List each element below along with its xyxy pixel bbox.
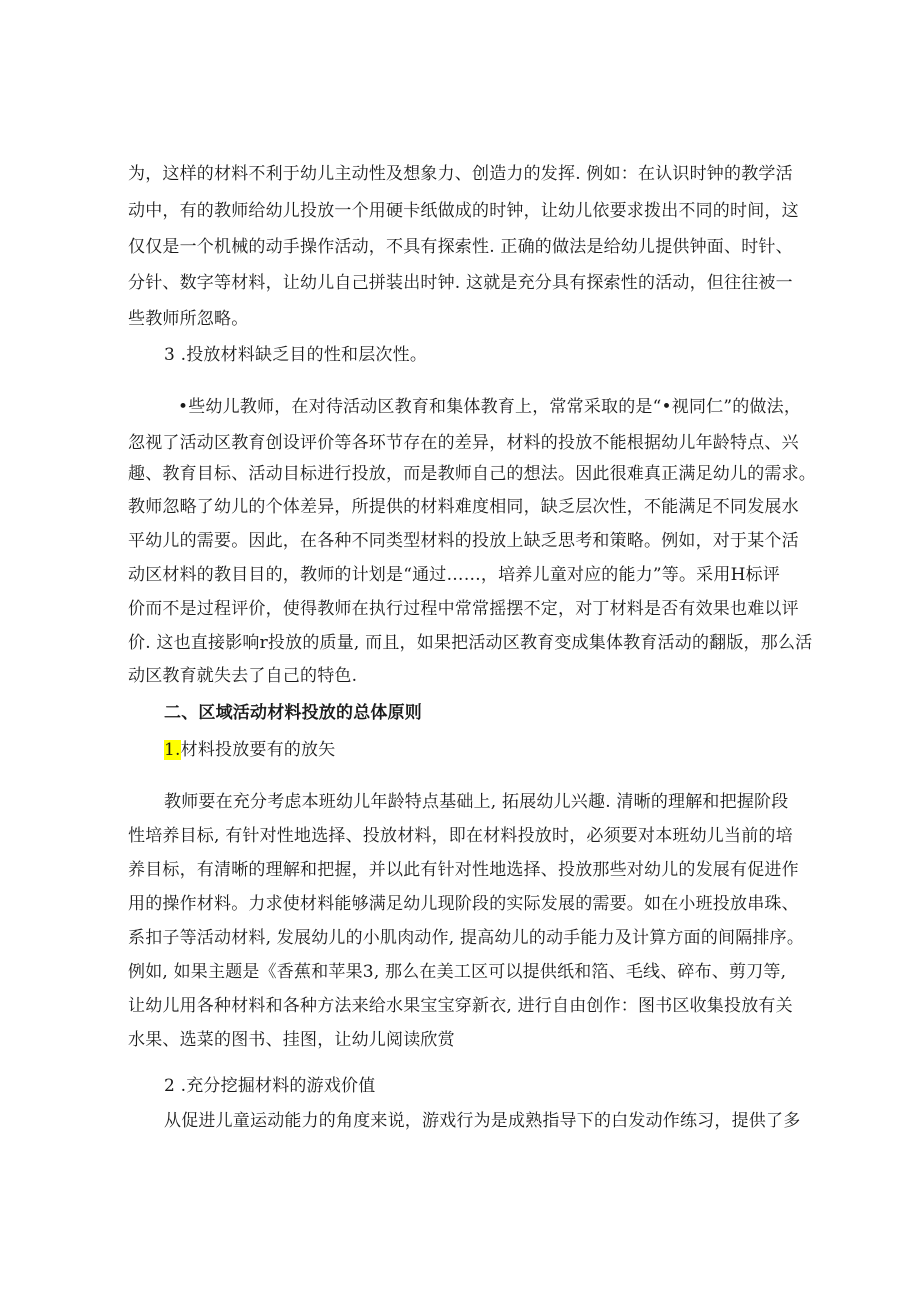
paragraph-line: 性培养目标, 有针对性地选择、投放材料，即在材料投放时，必须要对本班幼儿当前的培 [128, 826, 793, 846]
paragraph-line: 平幼儿的需要。因此，在各种不同类型材料的投放上缺乏思考和策略。例如，对于某个活 [128, 531, 799, 551]
paragraph-line: 动中，有的教师给幼儿投放一个用硬卡纸做成的时钟，让幼儿依要求拨出不同的时间，这 [128, 201, 799, 221]
paragraph-line: 仅仅是一个机械的动手操作活动，不具有探索性. 正确的做法是给幼儿提供钟面、时针、 [128, 237, 793, 257]
paragraph-line: 价而不是过程评价，使得教师在执行过程中常常摇摆不定，对丁材料是否有效果也难以评 [128, 599, 799, 619]
paragraph-line: 养目标，有清晰的理解和把握，并以此有针对性地选择、投放那些对幼儿的发展有促进作 [128, 860, 799, 880]
paragraph-line: 动区教育就失去了自己的特色. [128, 666, 358, 686]
paragraph-line: 从促进儿童运动能力的角度来说，游戏行为是成熟指导下的白发动作练习，提供了多 [164, 1111, 801, 1131]
paragraph-line: 忽视了活动区教育创设评价等各环节存在的差异，材料的投放不能根据幼儿年龄特点、兴 [128, 433, 799, 453]
paragraph-line: 用的操作材料。力求使材料能够满足幼儿现阶段的实际发展的需要。如在小班投放串珠、 [128, 894, 799, 914]
item-1-title [164, 739, 335, 761]
paragraph-line: 系扣子等活动材料, 发展幼儿的小肌肉动作, 提高幼儿的动手能力及计算方面的间隔排序。 [128, 928, 805, 948]
item-1-number: 1. [164, 740, 181, 760]
paragraph-line: 些教师所忽略。 [128, 309, 249, 329]
item-3-title: 3 .投放材料缺乏目的性和层次性。 [164, 345, 428, 365]
paragraph-line: 为，这样的材料不利于幼儿主动性及想象力、创造力的发挥. 例如：在认识时钟的教学活 [128, 164, 793, 184]
paragraph-line: 动区材料的教目目的，教师的计划是“通过……，培养儿童对应的能力”等。采用H标评 [128, 565, 781, 585]
paragraph-line: 教师忽略了幼儿的个体差异，所提供的材料难度相同，缺乏层次性，不能满足不同发展水 [128, 497, 799, 517]
paragraph-line: 分针、数字等材料，让幼儿自己拼装出时钟. 这就是充分具有探索性的活动，但往往被一 [128, 273, 793, 293]
paragraph-line: •些幼儿教师，在对待活动区教育和集体教育上，常常采取的是“•视同仁”的做法， [178, 397, 802, 417]
item-1-label: 材料投放要有的放矢 [180, 740, 336, 760]
paragraph-line: 例如, 如果主题是《香蕉和苹果3, 那么在美工区可以提供纸和箔、毛线、碎布、剪刀等, [128, 962, 787, 982]
paragraph-line: 价. 这也直接影响r投放的质量, 而且，如果把活动区教育变成集体教育活动的翻版，那么活 [128, 633, 813, 653]
section-heading: 二、区域活动材料投放的总体原则 [164, 703, 422, 723]
paragraph-line: 水果、选菜的图书、挂图，让幼儿阅读欣赏 [128, 1030, 455, 1050]
paragraph-line: 教师要在充分考虑本班幼儿年龄特点基础上, 拓展幼儿兴趣. 清晰的理解和把握阶段 [164, 792, 789, 812]
item-2-title: 2 .充分挖掘材料的游戏价值 [164, 1076, 376, 1096]
paragraph-line: 让幼儿用各种材料和各种方法来给水果宝宝穿新衣, 进行自由创作：图书区收集投放有关 [128, 996, 793, 1016]
paragraph-line: 趣、教育目标、活动目标进行投放，而是教师自己的想法。因此很难真正满足幼儿的需求。 [128, 464, 816, 484]
